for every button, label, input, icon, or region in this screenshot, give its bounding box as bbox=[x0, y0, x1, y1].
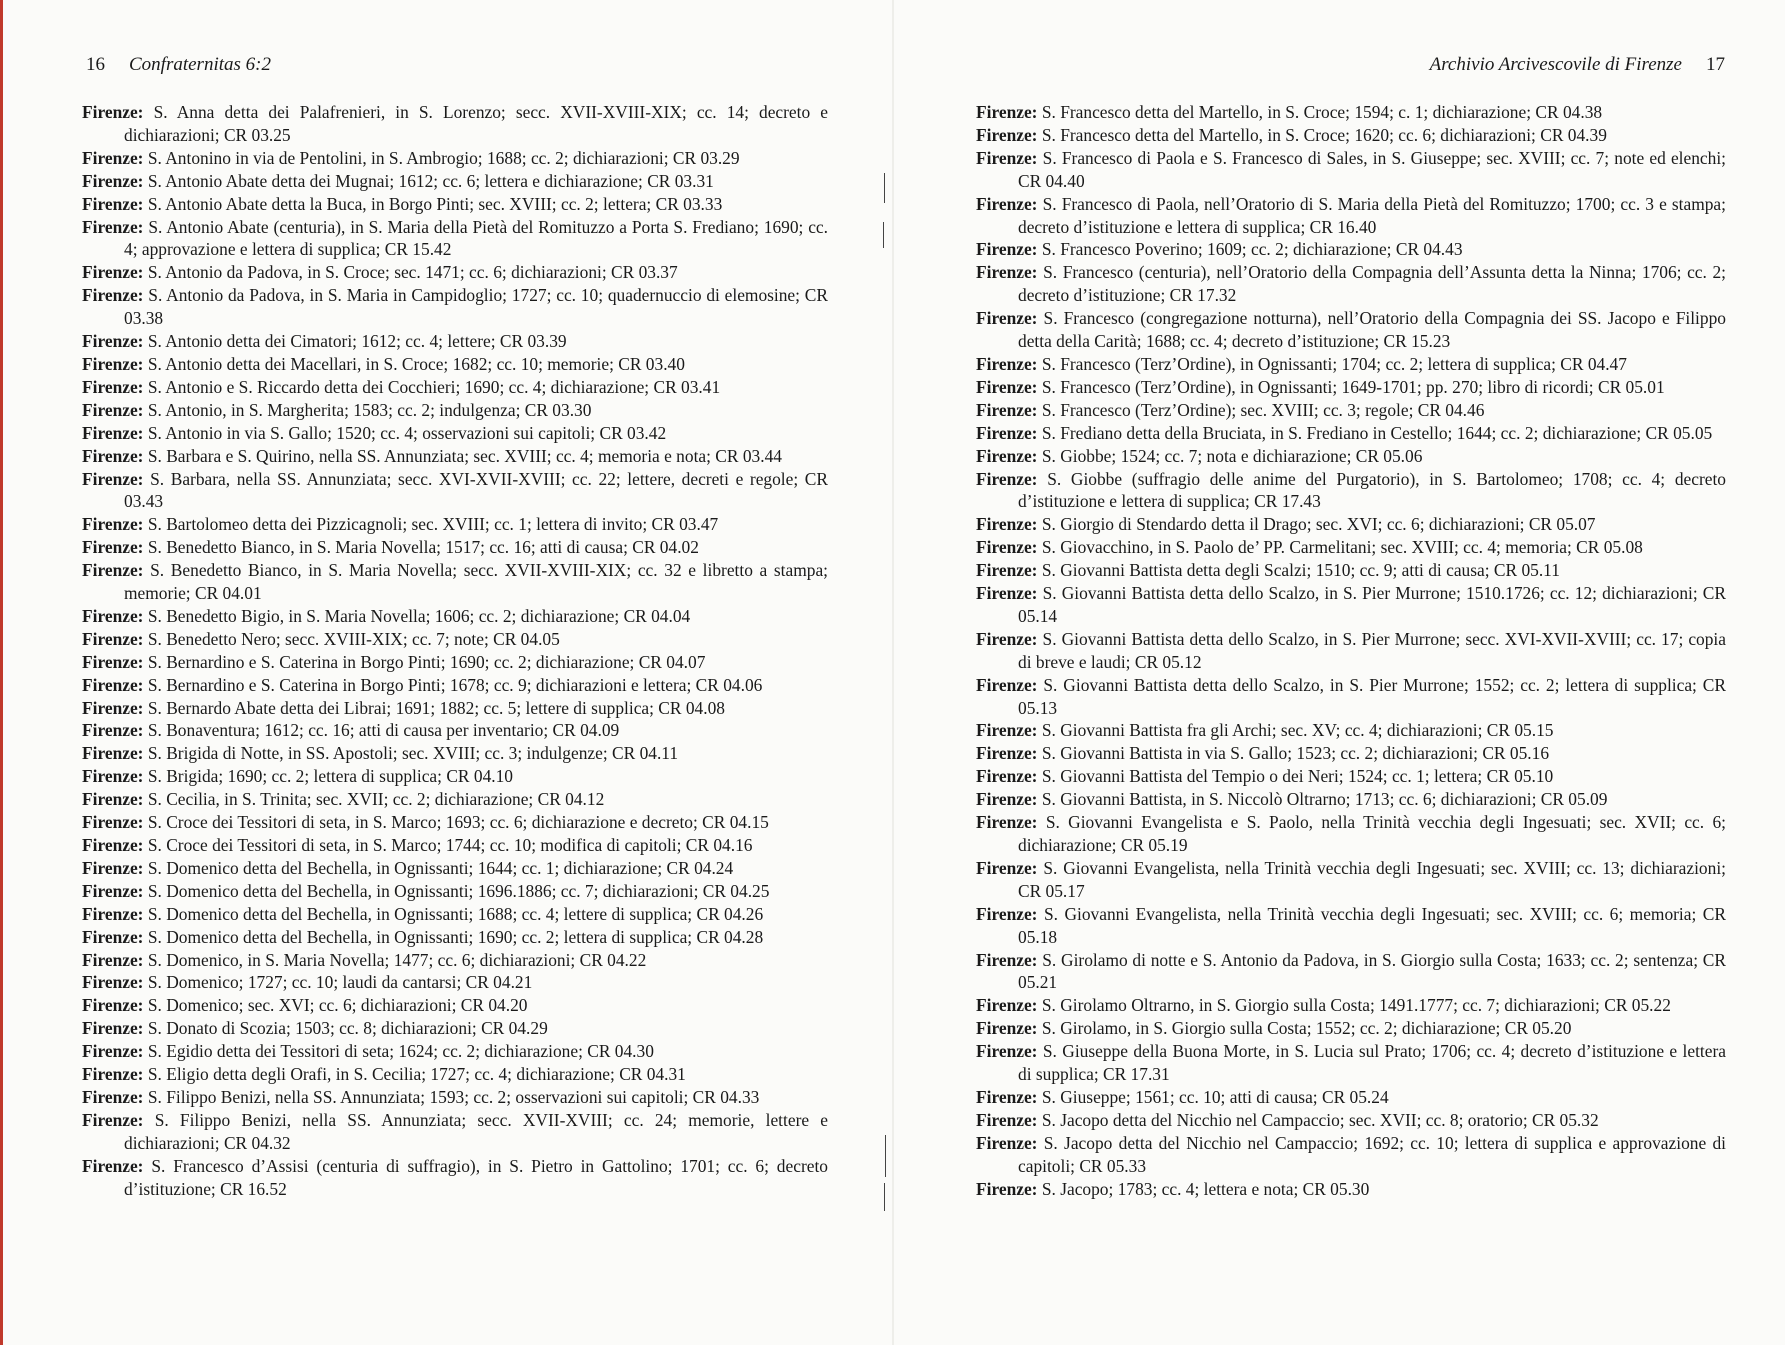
entry-text: S. Barbara, nella SS. Annunziata; secc. XVI-XVII-XVIII; cc. 22; lettere, decreti e regole; CR 03.43 bbox=[124, 468, 828, 512]
entry bbox=[976, 674, 1726, 720]
entry-location: Firenze: bbox=[82, 514, 144, 535]
entry bbox=[82, 628, 828, 651]
entry bbox=[976, 765, 1726, 788]
entry-text: S. Francesco (centuria), nell’Oratorio della Compagnia dell’Assunta detta la Ninna; 1706; cc. 2; decreto d’istituzione; CR 17.32 bbox=[1018, 262, 1726, 306]
entry-text: S. Francesco di Paola, nell’Oratorio di S. Maria della Pietà del Romituzzo; 1700; cc. 3 e stampa; decreto d’istituzione e lettera di supplica; CR 16.40 bbox=[1018, 193, 1726, 237]
entry bbox=[976, 261, 1726, 307]
entry-location: Firenze: bbox=[82, 835, 144, 855]
entry-text: S. Frediano detta della Bruciata, in S. Frediano in Cestello; 1644; cc. 2; dichiarazione; CR 05.05 bbox=[1041, 422, 1713, 443]
entry-text: S. Giovanni Battista detta dello Scalzo, in S. Pier Murrone; 1552; cc. 2; lettera di supplica; CR 05.13 bbox=[1018, 674, 1726, 718]
entry bbox=[82, 170, 828, 193]
entry-text: S. Francesco Poverino; 1609; cc. 2; dichiarazione; CR 04.43 bbox=[1041, 239, 1463, 260]
entry bbox=[82, 949, 828, 972]
entry-text: S. Benedetto Bianco, in S. Maria Novella; secc. XVII-XVIII-XIX; cc. 32 e libretto a stampa; memorie; CR 04.01 bbox=[124, 560, 828, 604]
entry-text: S. Antonio da Padova, in S. Croce; sec. 1471; cc. 6; dichiarazioni; CR 03.37 bbox=[147, 262, 678, 283]
entry-text: S. Croce dei Tessitori di seta, in S. Marco; 1693; cc. 6; dichiarazione e decreto; CR 04.15 bbox=[147, 812, 769, 833]
entry bbox=[82, 216, 828, 262]
entry-location: Firenze: bbox=[976, 239, 1038, 260]
entry bbox=[976, 788, 1726, 811]
entry bbox=[976, 147, 1726, 193]
entry-location: Firenze: bbox=[976, 537, 1038, 558]
entry bbox=[82, 697, 828, 720]
entry-text: S. Antonio da Padova, in S. Maria in Campidoglio; 1727; cc. 10; quadernuccio di elemosine; CR 03.38 bbox=[124, 285, 828, 329]
entry bbox=[976, 513, 1726, 536]
entry bbox=[976, 445, 1726, 468]
entry-location: Firenze: bbox=[82, 285, 144, 306]
entry bbox=[82, 1109, 828, 1155]
entry-text: S. Francesco (Terz’Ordine), in Ognissanti; 1649-1701; pp. 270; libro di ricordi; CR 05.01 bbox=[1041, 376, 1665, 397]
entry-location: Firenze: bbox=[976, 353, 1038, 374]
entry-text: S. Antonio Abate detta la Buca, in Borgo Pinti; sec. XVIII; cc. 2; lettera; CR 03.33 bbox=[147, 193, 723, 214]
entry-location: Firenze: bbox=[976, 560, 1038, 581]
entry-location: Firenze: bbox=[976, 628, 1038, 649]
entry-text: S. Antonio Abate detta dei Mugnai; 1612; cc. 6; lettera e dichiarazione; CR 03.31 bbox=[147, 170, 714, 191]
entry-text: S. Giovanni Battista detta degli Scalzi; 1510; cc. 9; atti di causa; CR 05.11 bbox=[1041, 560, 1560, 581]
entry-text: S. Giovanni Battista detta dello Scalzo, in S. Pier Murrone; secc. XVI-XVII-XVIII; cc. 17; copia di breve e laudi; CR 05.12 bbox=[1018, 628, 1726, 672]
entry-text: S. Francesco detta del Martello, in S. Croce; 1594; c. 1; dichiarazione; CR 04.38 bbox=[1041, 102, 1603, 122]
entry-location: Firenze: bbox=[976, 1178, 1038, 1199]
entry bbox=[82, 1155, 828, 1201]
entry bbox=[82, 101, 828, 147]
entry-text: S. Giorgio di Stendardo detta il Drago; sec. XVI; cc. 6; dichiarazioni; CR 05.07 bbox=[1041, 514, 1596, 535]
entry-location: Firenze: bbox=[976, 308, 1038, 329]
entry-text: S. Antonio e S. Riccardo detta dei Cocchieri; 1690; cc. 4; dichiarazione; CR 03.41 bbox=[147, 376, 721, 397]
entry-text: S. Girolamo, in S. Giorgio sulla Costa; 1552; cc. 2; dichiarazione; CR 05.20 bbox=[1041, 1018, 1572, 1039]
entry bbox=[82, 674, 828, 697]
entry bbox=[82, 788, 828, 811]
entry-text: S. Francesco detta del Martello, in S. Croce; 1620; cc. 6; dichiarazioni; CR 04.39 bbox=[1041, 124, 1607, 145]
entry bbox=[976, 193, 1726, 239]
entry-location: Firenze: bbox=[82, 262, 144, 283]
entry-text: S. Francesco di Paola e S. Francesco di Sales, in S. Giuseppe; sec. XVIII; cc. 7; note ed elenchi; CR 04.40 bbox=[1018, 147, 1726, 191]
entry-location: Firenze: bbox=[82, 720, 144, 741]
entry-text: S. Egidio detta dei Tessitori di seta; 1624; cc. 2; dichiarazione; CR 04.30 bbox=[147, 1041, 654, 1062]
margin-mark bbox=[884, 1183, 885, 1211]
right-entry-list bbox=[976, 101, 1726, 1201]
entry-text: S. Domenico detta del Bechella, in Ognissanti; 1688; cc. 4; lettere di supplica; CR 04.26 bbox=[147, 903, 764, 924]
entry bbox=[82, 742, 828, 765]
entry-text: S. Croce dei Tessitori di seta, in S. Marco; 1744; cc. 10; modifica di capitoli; CR 04.16 bbox=[147, 835, 753, 855]
entry bbox=[82, 651, 828, 674]
entry-location: Firenze: bbox=[82, 766, 144, 787]
entry-text: S. Bernardino e S. Caterina in Borgo Pinti; 1678; cc. 9; dichiarazioni e lettera; CR 04.06 bbox=[147, 674, 763, 695]
left-entry-list bbox=[82, 101, 828, 1201]
entry bbox=[82, 1017, 828, 1040]
entry-location: Firenze: bbox=[82, 537, 144, 558]
entry-location: Firenze: bbox=[82, 170, 144, 191]
entry bbox=[976, 1132, 1726, 1178]
entry-text: S. Francesco (congregazione notturna), nell’Oratorio della Compagnia dei SS. Jacopo e Filippo detta della Carità; 1688; cc. 4; decreto d’istituzione; CR 15.23 bbox=[1018, 308, 1726, 352]
entry-location: Firenze: bbox=[82, 972, 144, 993]
entry-text: S. Giovanni Battista del Tempio o dei Neri; 1524; cc. 1; lettera; CR 05.10 bbox=[1041, 766, 1554, 787]
entry-text: S. Jacopo detta del Nicchio nel Campaccio; 1692; cc. 10; lettera di supplica e approvazione di capitoli; CR 05.33 bbox=[1018, 1132, 1726, 1176]
entry-text: S. Donato di Scozia; 1503; cc. 8; dichiarazioni; CR 04.29 bbox=[147, 1018, 548, 1039]
entry-text: S. Antonio detta dei Cimatori; 1612; cc. 4; lettere; CR 03.39 bbox=[147, 331, 567, 352]
entry-location: Firenze: bbox=[82, 147, 144, 168]
margin-mark bbox=[884, 173, 885, 203]
margin-mark bbox=[883, 222, 884, 248]
entry-text: S. Domenico detta del Bechella, in Ognissanti; 1644; cc. 1; dichiarazione; CR 04.24 bbox=[147, 857, 734, 878]
entry-location: Firenze: bbox=[82, 193, 144, 214]
entry-text: S. Domenico, in S. Maria Novella; 1477; cc. 6; dichiarazioni; CR 04.22 bbox=[147, 949, 647, 970]
entry-text: S. Giobbe; 1524; cc. 7; nota e dichiarazione; CR 05.06 bbox=[1041, 445, 1423, 466]
entry-text: S. Barbara e S. Quirino, nella SS. Annunziata; sec. XVIII; cc. 4; memoria e nota; CR 03.44 bbox=[147, 445, 782, 466]
entry-location: Firenze: bbox=[976, 102, 1038, 122]
entry-text: S. Giovanni Evangelista, nella Trinità vecchia degli Ingesuati; sec. XVIII; cc. 6; memoria; CR 05.18 bbox=[1018, 903, 1726, 947]
entry-location: Firenze: bbox=[82, 422, 144, 443]
entry-text: S. Antonio detta dei Macellari, in S. Croce; 1682; cc. 10; memorie; CR 03.40 bbox=[147, 353, 685, 374]
entry-location: Firenze: bbox=[82, 1064, 144, 1085]
entry-location: Firenze: bbox=[82, 880, 144, 901]
entry bbox=[82, 765, 828, 788]
entry-location: Firenze: bbox=[976, 766, 1038, 787]
entry-location: Firenze: bbox=[976, 422, 1038, 443]
entry-location: Firenze: bbox=[976, 583, 1038, 604]
entry bbox=[976, 994, 1726, 1017]
running-title: Confraternitas 6:2 bbox=[129, 54, 271, 75]
entry bbox=[976, 857, 1726, 903]
left-page-header bbox=[86, 54, 271, 76]
entry-location: Firenze: bbox=[82, 445, 144, 466]
entry-location: Firenze: bbox=[976, 812, 1038, 833]
entry-text: S. Bernardo Abate detta dei Librai; 1691; 1882; cc. 5; lettere di supplica; CR 04.08 bbox=[147, 697, 725, 718]
entry bbox=[82, 1040, 828, 1063]
entry-text: S. Antonio in via S. Gallo; 1520; cc. 4; osservazioni sui capitoli; CR 03.42 bbox=[147, 422, 667, 443]
entry-location: Firenze: bbox=[976, 399, 1038, 420]
entry-text: S. Jacopo; 1783; cc. 4; lettera e nota; CR 05.30 bbox=[1041, 1178, 1370, 1199]
entry bbox=[976, 238, 1726, 261]
entry bbox=[82, 926, 828, 949]
entry bbox=[976, 422, 1726, 445]
entry bbox=[976, 949, 1726, 995]
entry-location: Firenze: bbox=[82, 903, 144, 924]
entry-location: Firenze: bbox=[976, 514, 1038, 535]
entry-text: S. Benedetto Nero; secc. XVIII-XIX; cc. 7; note; CR 04.05 bbox=[147, 628, 560, 649]
entry bbox=[976, 1040, 1726, 1086]
entry-text: S. Giovanni Battista in via S. Gallo; 1523; cc. 2; dichiarazioni; CR 05.16 bbox=[1041, 743, 1550, 764]
entry bbox=[82, 971, 828, 994]
entry-location: Firenze: bbox=[976, 743, 1038, 764]
entry-text: S. Girolamo di notte e S. Antonio da Padova, in S. Giorgio sulla Costa; 1633; cc. 2; sentenza; CR 05.21 bbox=[1018, 949, 1726, 993]
entry bbox=[976, 353, 1726, 376]
entry bbox=[82, 1086, 828, 1109]
running-title: Archivio Arcivescovile di Firenze bbox=[1429, 54, 1682, 75]
page-number: 17 bbox=[1706, 54, 1725, 75]
entry bbox=[82, 422, 828, 445]
entry bbox=[976, 307, 1726, 353]
entry-location: Firenze: bbox=[82, 1109, 144, 1130]
entry-location: Firenze: bbox=[976, 1132, 1038, 1153]
entry-text: S. Giovanni Battista, in S. Niccolò Oltrarno; 1713; cc. 6; dichiarazioni; CR 05.09 bbox=[1041, 789, 1608, 810]
entry-text: S. Francesco (Terz’Ordine), in Ognissanti; 1704; cc. 2; lettera di supplica; CR 04.47 bbox=[1041, 353, 1627, 374]
entry bbox=[82, 559, 828, 605]
entry bbox=[82, 719, 828, 742]
entry bbox=[82, 834, 828, 857]
entry bbox=[82, 1063, 828, 1086]
entry-text: S. Benedetto Bigio, in S. Maria Novella; 1606; cc. 2; dichiarazione; CR 04.04 bbox=[147, 605, 691, 626]
entry-location: Firenze: bbox=[976, 720, 1038, 741]
entry-location: Firenze: bbox=[976, 124, 1038, 145]
entry-text: S. Bonaventura; 1612; cc. 16; atti di causa per inventario; CR 04.09 bbox=[147, 720, 620, 741]
right-page-header bbox=[1430, 54, 1725, 76]
entry-location: Firenze: bbox=[82, 399, 144, 420]
entry-location: Firenze: bbox=[976, 789, 1038, 810]
entry bbox=[82, 261, 828, 284]
entry-text: S. Bartolomeo detta dei Pizzicagnoli; sec. XVIII; cc. 1; lettera di invito; CR 03.47 bbox=[147, 514, 719, 535]
entry-location: Firenze: bbox=[82, 926, 144, 947]
entry-location: Firenze: bbox=[976, 445, 1038, 466]
entry-location: Firenze: bbox=[976, 857, 1038, 878]
entry-text: S. Giovacchino, in S. Paolo de’ PP. Carmelitani; sec. XVIII; cc. 4; memoria; CR 05.08 bbox=[1041, 537, 1643, 558]
entry-location: Firenze: bbox=[82, 743, 144, 764]
entry-location: Firenze: bbox=[82, 651, 144, 672]
entry-text: S. Domenico; 1727; cc. 10; laudi da cantarsi; CR 04.21 bbox=[147, 972, 533, 993]
entry bbox=[976, 1178, 1726, 1201]
entry bbox=[976, 742, 1726, 765]
entry-location: Firenze: bbox=[976, 193, 1038, 214]
entry-location: Firenze: bbox=[82, 1018, 144, 1039]
entry bbox=[976, 811, 1726, 857]
entry bbox=[82, 284, 828, 330]
entry-location: Firenze: bbox=[976, 995, 1038, 1016]
entry-text: S. Brigida di Notte, in SS. Apostoli; sec. XVIII; cc. 3; indulgenze; CR 04.11 bbox=[147, 743, 679, 764]
entry bbox=[82, 880, 828, 903]
entry-text: S. Francesco d’Assisi (centuria di suffragio), in S. Pietro in Gattolino; 1701; cc. 6; decreto d’istituzione; CR 16.52 bbox=[124, 1155, 828, 1199]
entry bbox=[976, 719, 1726, 742]
entry bbox=[976, 1086, 1726, 1109]
entry-location: Firenze: bbox=[82, 949, 144, 970]
entry-text: S. Giovanni Evangelista, nella Trinità vecchia degli Ingesuati; sec. XVIII; cc. 13; dichiarazioni; CR 05.17 bbox=[1018, 857, 1726, 901]
entry bbox=[82, 811, 828, 834]
entry-text: S. Giobbe (suffragio delle anime del Purgatorio), in S. Bartolomeo; 1708; cc. 4; decreto d’istituzione e lettera di supplica; CR 17.43 bbox=[1018, 468, 1726, 512]
entry-location: Firenze: bbox=[976, 1041, 1038, 1062]
entry bbox=[82, 193, 828, 216]
entry bbox=[976, 903, 1726, 949]
entry-text: S. Giovanni Battista detta dello Scalzo, in S. Pier Murrone; 1510.1726; cc. 12; dichiarazioni; CR 05.14 bbox=[1018, 583, 1726, 626]
entry bbox=[82, 903, 828, 926]
entry-location: Firenze: bbox=[82, 216, 144, 237]
entry-text: S. Filippo Benizi, nella SS. Annunziata; secc. XVII-XVIII; cc. 24; memorie, lettere e dichiarazioni; CR 04.32 bbox=[124, 1109, 828, 1153]
entry-text: S. Filippo Benizi, nella SS. Annunziata; 1593; cc. 2; osservazioni sui capitoli; CR 04.33 bbox=[147, 1086, 760, 1107]
entry-text: S. Brigida; 1690; cc. 2; lettera di supplica; CR 04.10 bbox=[147, 766, 513, 787]
page-number: 16 bbox=[86, 54, 105, 75]
entry bbox=[976, 376, 1726, 399]
entry bbox=[976, 536, 1726, 559]
entry-location: Firenze: bbox=[82, 628, 144, 649]
entry bbox=[82, 468, 828, 514]
entry-location: Firenze: bbox=[82, 697, 144, 718]
entry-location: Firenze: bbox=[82, 674, 144, 695]
entry-location: Firenze: bbox=[82, 1041, 144, 1062]
entry-text: S. Giovanni Evangelista e S. Paolo, nella Trinità vecchia degli Ingesuati; sec. XVII; cc. 6; dichiarazione; CR 05.19 bbox=[1018, 812, 1726, 855]
entry bbox=[976, 559, 1726, 582]
margin-mark bbox=[885, 1135, 886, 1177]
entry-text: S. Francesco (Terz’Ordine); sec. XVIII; cc. 3; regole; CR 04.46 bbox=[1041, 399, 1485, 420]
entry-text: S. Domenico detta del Bechella, in Ognissanti; 1696.1886; cc. 7; dichiarazioni; CR 04.25 bbox=[147, 880, 770, 901]
entry-text: S. Antonino in via de Pentolini, in S. Ambrogio; 1688; cc. 2; dichiarazioni; CR 03.29 bbox=[147, 147, 740, 168]
entry-location: Firenze: bbox=[976, 468, 1038, 489]
entry bbox=[82, 399, 828, 422]
entry-text: S. Antonio Abate (centuria), in S. Maria della Pietà del Romituzzo a Porta S. Frediano; 1690; cc. 4; approvazione e lettera di supplica; CR 15.42 bbox=[124, 216, 828, 260]
entry-location: Firenze: bbox=[976, 1018, 1038, 1039]
entry bbox=[82, 353, 828, 376]
entry bbox=[82, 536, 828, 559]
entry-location: Firenze: bbox=[976, 262, 1038, 283]
entry-text: S. Benedetto Bianco, in S. Maria Novella; 1517; cc. 16; atti di causa; CR 04.02 bbox=[147, 537, 699, 558]
entry bbox=[976, 101, 1726, 124]
entry bbox=[976, 1017, 1726, 1040]
entry-location: Firenze: bbox=[82, 331, 144, 352]
entry-text: S. Jacopo detta del Nicchio nel Campaccio; sec. XVII; cc. 8; oratorio; CR 05.32 bbox=[1041, 1109, 1599, 1130]
entry-location: Firenze: bbox=[82, 376, 144, 397]
entry bbox=[976, 399, 1726, 422]
entry-location: Firenze: bbox=[82, 560, 144, 581]
entry-location: Firenze: bbox=[82, 995, 144, 1016]
entry bbox=[82, 330, 828, 353]
entry-location: Firenze: bbox=[976, 674, 1038, 695]
entry-location: Firenze: bbox=[82, 468, 144, 489]
entry bbox=[82, 445, 828, 468]
entry-location: Firenze: bbox=[82, 605, 144, 626]
entry-text: S. Giuseppe della Buona Morte, in S. Lucia sul Prato; 1706; cc. 4; decreto d’istituzione e lettera di supplica; CR 17.31 bbox=[1018, 1041, 1726, 1085]
entry-text: S. Giovanni Battista fra gli Archi; sec. XV; cc. 4; dichiarazioni; CR 05.15 bbox=[1041, 720, 1554, 741]
entry-text: S. Cecilia, in S. Trinita; sec. XVII; cc. 2; dichiarazione; CR 04.12 bbox=[147, 789, 605, 810]
entry bbox=[82, 147, 828, 170]
entry-text: S. Eligio detta degli Orafi, in S. Cecilia; 1727; cc. 4; dichiarazione; CR 04.31 bbox=[147, 1064, 686, 1085]
entry-text: S. Anna detta dei Palafrenieri, in S. Lorenzo; secc. XVII-XVIII-XIX; cc. 14; decreto e dichiarazioni; CR 03.25 bbox=[124, 102, 828, 145]
entry bbox=[976, 468, 1726, 514]
entry-location: Firenze: bbox=[976, 376, 1038, 397]
entry-location: Firenze: bbox=[82, 857, 144, 878]
entry-location: Firenze: bbox=[82, 1155, 144, 1176]
entry bbox=[82, 376, 828, 399]
entry-text: S. Bernardino e S. Caterina in Borgo Pinti; 1690; cc. 2; dichiarazione; CR 04.07 bbox=[147, 651, 706, 672]
entry bbox=[976, 582, 1726, 628]
entry-text: S. Antonio, in S. Margherita; 1583; cc. 2; indulgenza; CR 03.30 bbox=[147, 399, 592, 420]
entry bbox=[82, 605, 828, 628]
entry-text: S. Girolamo Oltrarno, in S. Giorgio sulla Costa; 1491.1777; cc. 7; dichiarazioni; CR 05.22 bbox=[1041, 995, 1671, 1016]
entry-location: Firenze: bbox=[82, 353, 144, 374]
entry-location: Firenze: bbox=[976, 903, 1038, 924]
entry bbox=[976, 628, 1726, 674]
entry-location: Firenze: bbox=[82, 789, 144, 810]
entry bbox=[82, 513, 828, 536]
entry-location: Firenze: bbox=[976, 1109, 1038, 1130]
entry-location: Firenze: bbox=[82, 812, 144, 833]
entry-text: S. Giuseppe; 1561; cc. 10; atti di causa; CR 05.24 bbox=[1041, 1086, 1389, 1107]
entry-location: Firenze: bbox=[976, 147, 1038, 168]
entry-text: S. Domenico detta del Bechella, in Ognissanti; 1690; cc. 2; lettera di supplica; CR 04.28 bbox=[147, 926, 764, 947]
entry-location: Firenze: bbox=[976, 949, 1038, 970]
right-page bbox=[894, 0, 1785, 1345]
entry-location: Firenze: bbox=[976, 1086, 1038, 1107]
entry bbox=[976, 1109, 1726, 1132]
entry bbox=[82, 857, 828, 880]
entry bbox=[976, 124, 1726, 147]
entry bbox=[82, 994, 828, 1017]
left-page bbox=[0, 0, 892, 1345]
entry-location: Firenze: bbox=[82, 102, 144, 122]
entry-location: Firenze: bbox=[82, 1086, 144, 1107]
entry-text: S. Domenico; sec. XVI; cc. 6; dichiarazioni; CR 04.20 bbox=[147, 995, 528, 1016]
